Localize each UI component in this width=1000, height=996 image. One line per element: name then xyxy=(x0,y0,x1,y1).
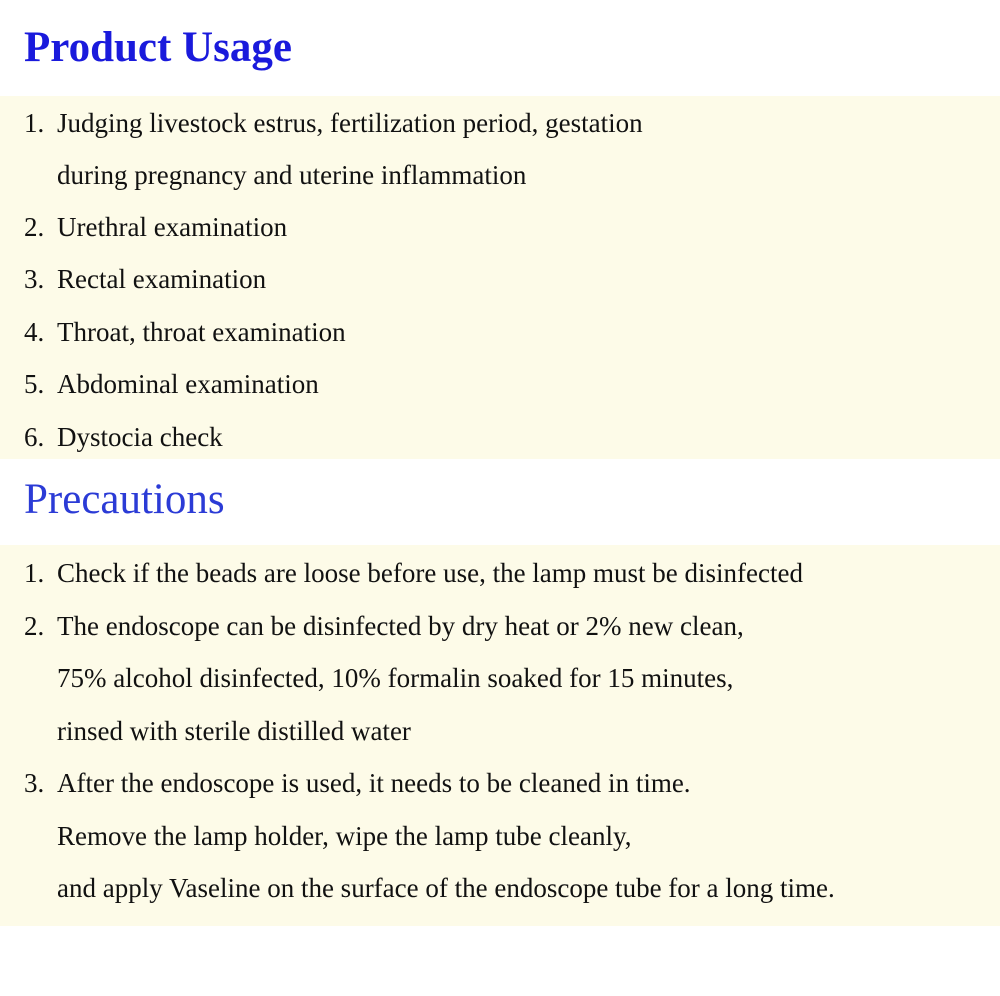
usage-item-text: during pregnancy and uterine inflammation xyxy=(57,160,527,190)
precautions-heading: Precautions xyxy=(24,476,225,523)
usage-item-text: Judging livestock estrus, fertilization period, gestation xyxy=(57,108,643,138)
usage-item-number: 4. xyxy=(24,317,45,347)
usage-item-number: 3. xyxy=(24,264,45,294)
precaution-item-number: 3. xyxy=(24,768,45,798)
usage-item-text: Throat, throat examination xyxy=(57,317,346,347)
usage-item-text: Dystocia check xyxy=(57,422,223,452)
precaution-item-text: Check if the beads are loose before use, the lamp must be disinfected xyxy=(57,558,803,588)
usage-item-number: 6. xyxy=(24,422,45,452)
product-usage-heading: Product Usage xyxy=(24,24,292,71)
precaution-item-text: After the endoscope is used, it needs to be cleaned in time. xyxy=(57,768,691,798)
usage-item-text: Abdominal examination xyxy=(57,369,319,399)
precautions-panel xyxy=(0,545,1000,926)
precaution-item-text: The endoscope can be disinfected by dry heat or 2% new clean, xyxy=(57,611,744,641)
precaution-item-text: 75% alcohol disinfected, 10% formalin soaked for 15 minutes, xyxy=(57,663,734,693)
usage-item-text: Rectal examination xyxy=(57,264,267,294)
usage-item-number: 2. xyxy=(24,212,45,242)
product-usage-panel xyxy=(0,96,1000,459)
precaution-item-text: Remove the lamp holder, wipe the lamp tube cleanly, xyxy=(57,821,632,851)
usage-item-number: 1. xyxy=(24,108,45,138)
precaution-item-number: 1. xyxy=(24,558,45,588)
precaution-item-text: and apply Vaseline on the surface of the endoscope tube for a long time. xyxy=(57,873,835,903)
usage-item-number: 5. xyxy=(24,369,45,399)
usage-item-text: Urethral examination xyxy=(57,212,288,242)
precaution-item-number: 2. xyxy=(24,611,45,641)
precaution-item-text: rinsed with sterile distilled water xyxy=(57,716,411,746)
